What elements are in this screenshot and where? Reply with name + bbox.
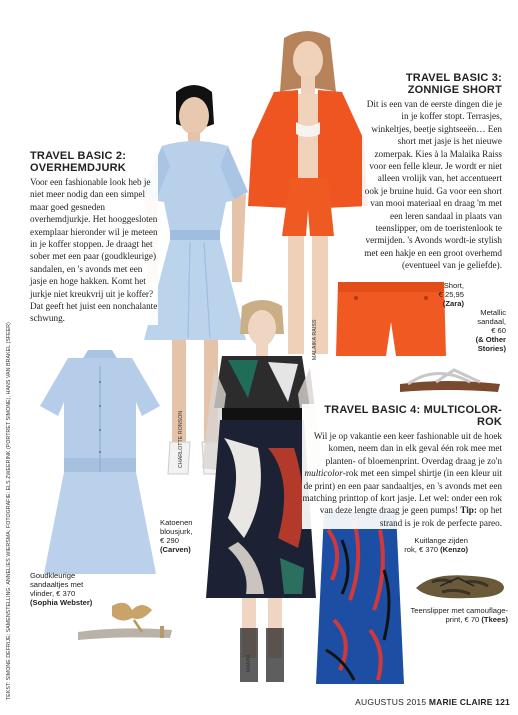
caption-sandal-price: € 60 <box>491 326 506 335</box>
caption-flipflop-brand: (Tkees) <box>481 615 508 624</box>
travel-basic-4-body <box>302 430 502 529</box>
caption-flipflop <box>396 606 508 624</box>
caption-skirt-price: rok, € 370 <box>404 545 439 554</box>
photo-credit-charlotte-ronson: CHARLOTTE RONSON <box>178 410 184 468</box>
caption-flipflop-line1: Teenslipper met camouflage- <box>410 606 508 615</box>
caption-short-brand: (Zara) <box>442 299 464 308</box>
caption-gold-sandal-line1: Goudkleurige <box>30 571 76 580</box>
product-metallic-sandal <box>396 358 506 396</box>
product-blue-shirt-dress <box>38 346 162 578</box>
caption-gold-sandal-line2: sandaaltjes met <box>30 580 84 589</box>
travel-basic-4-body-a: Wil je op vakantie een keer fashionable uit de hoek komen, neem dan in elk geval één rok mee met planten- of bloemenprint. Overdag draag je zo'n <box>313 431 502 466</box>
caption-sandal-brand1: (& Other <box>475 335 506 344</box>
travel-basic-3-box <box>362 72 502 272</box>
travel-basic-4-tip-label: Tip: <box>460 505 477 516</box>
travel-basic-4-body-b: -rok met een simpel shirtje (in een kleur uit de print) en een paar sandaaltjes, en 's avonds met een matching printtop of kort jasje. Let wel: onder een rok van deze lengte draag je geen pumps! <box>302 468 502 516</box>
caption-skirt-line1: Kuitlange zijden <box>414 536 468 545</box>
caption-sandal-brand2: Stories) <box>477 344 506 353</box>
travel-basic-2-title <box>30 150 158 174</box>
side-credit: TEKST: SIMONE DEFRIJE; SAMENSTELLING: ANNELIES WIERSMA; FOTOGRAFIE: ELS ZWEERINK (PORTRET SIMONE), HANS VAN BRAKEL (SFEER) <box>6 322 12 700</box>
caption-short <box>430 281 464 308</box>
photo-credit-malaika-raiss: MALAIKA RAISS <box>312 319 318 360</box>
footer-month: AUGUSTUS 2015 <box>355 697 427 707</box>
caption-skirt-brand: (Kenzo) <box>440 545 468 554</box>
caption-multicolor-skirt <box>396 536 468 554</box>
caption-blue-dress <box>160 518 220 554</box>
travel-basic-2-title-line1: TRAVEL BASIC 2: <box>30 150 127 162</box>
product-camouflage-flipflop <box>412 568 508 602</box>
travel-basic-3-title-line2: ZONNIGE SHORT <box>407 84 502 96</box>
travel-basic-3-title-line1: TRAVEL BASIC 3: <box>405 72 502 84</box>
travel-basic-3-title <box>362 72 502 96</box>
footer-page-number: 121 <box>495 697 510 707</box>
caption-dress-price: € 290 <box>160 536 180 545</box>
product-multicolor-skirt <box>314 510 406 686</box>
page-footer <box>355 697 510 707</box>
caption-dress-line2: blousjurk, <box>160 527 193 536</box>
travel-basic-2-box <box>30 150 158 325</box>
caption-gold-sandal <box>30 571 130 607</box>
caption-gold-sandal-brand: (Sophia Webster) <box>30 598 93 607</box>
travel-basic-3-body: Dit is een van de eerste dingen die je in je koffer stopt. Terrasjes, winkeltjes, beetje sightseeën… Een short met jasje is het nieuwe zomerpak. Kies à la Malaika Raiss voor een felle kleur. Je wordt er niet alleen vrolijk van, het accentueert ook je bruine huid. Ga voor een short van mooi materiaal en draag 'm met een leren sandaal in plaats van teenslipper, om de toeristenlook te vermijden. 's Avonds wordt-ie stylish met een hakje en een groot overhemd (eventueel van je geliefde). <box>364 99 502 271</box>
footer-magazine: MARIE CLAIRE <box>428 697 493 707</box>
caption-dress-line1: Katoenen <box>160 518 193 527</box>
travel-basic-4-box <box>302 404 502 529</box>
travel-basic-4-italic: multicolor <box>304 468 343 479</box>
travel-basic-2-body: Voor een fashionable look heb je niet meer nodig dan een simpel maar goed gesneden overhemdjurkje. Het hooggesloten exemplaar hieronder wil je meteen in je koffer stoppen. Je draagt het sober met een paar (goudkleurige) sandalen, en 's avonds met een jasje en hoge hakken. Komt het jurkje niet kreukvrij uit je koffer? Dat geeft het juist een nonchalante schwung. <box>30 177 158 324</box>
caption-metallic-sandal <box>458 308 506 353</box>
caption-sandal-line2: sandaal, <box>477 317 506 326</box>
caption-short-price: € 25,95 <box>438 290 464 299</box>
caption-short-line1: Short, <box>443 281 464 290</box>
travel-basic-2-title-line2: OVERHEMDJURK <box>30 162 126 174</box>
caption-dress-brand: (Carven) <box>160 545 191 554</box>
travel-basic-4-tip-text: op het strand is je rok de perfecte pareo. <box>379 505 502 528</box>
caption-sandal-line1: Metallic <box>480 308 506 317</box>
caption-gold-sandal-line3: vlinder, € 370 <box>30 589 76 598</box>
photo-credit-marni: MARNI <box>246 654 252 672</box>
travel-basic-4-title: TRAVEL BASIC 4: MULTICOLOR-ROK <box>324 404 502 428</box>
caption-flipflop-price: print, € 70 <box>445 615 480 624</box>
